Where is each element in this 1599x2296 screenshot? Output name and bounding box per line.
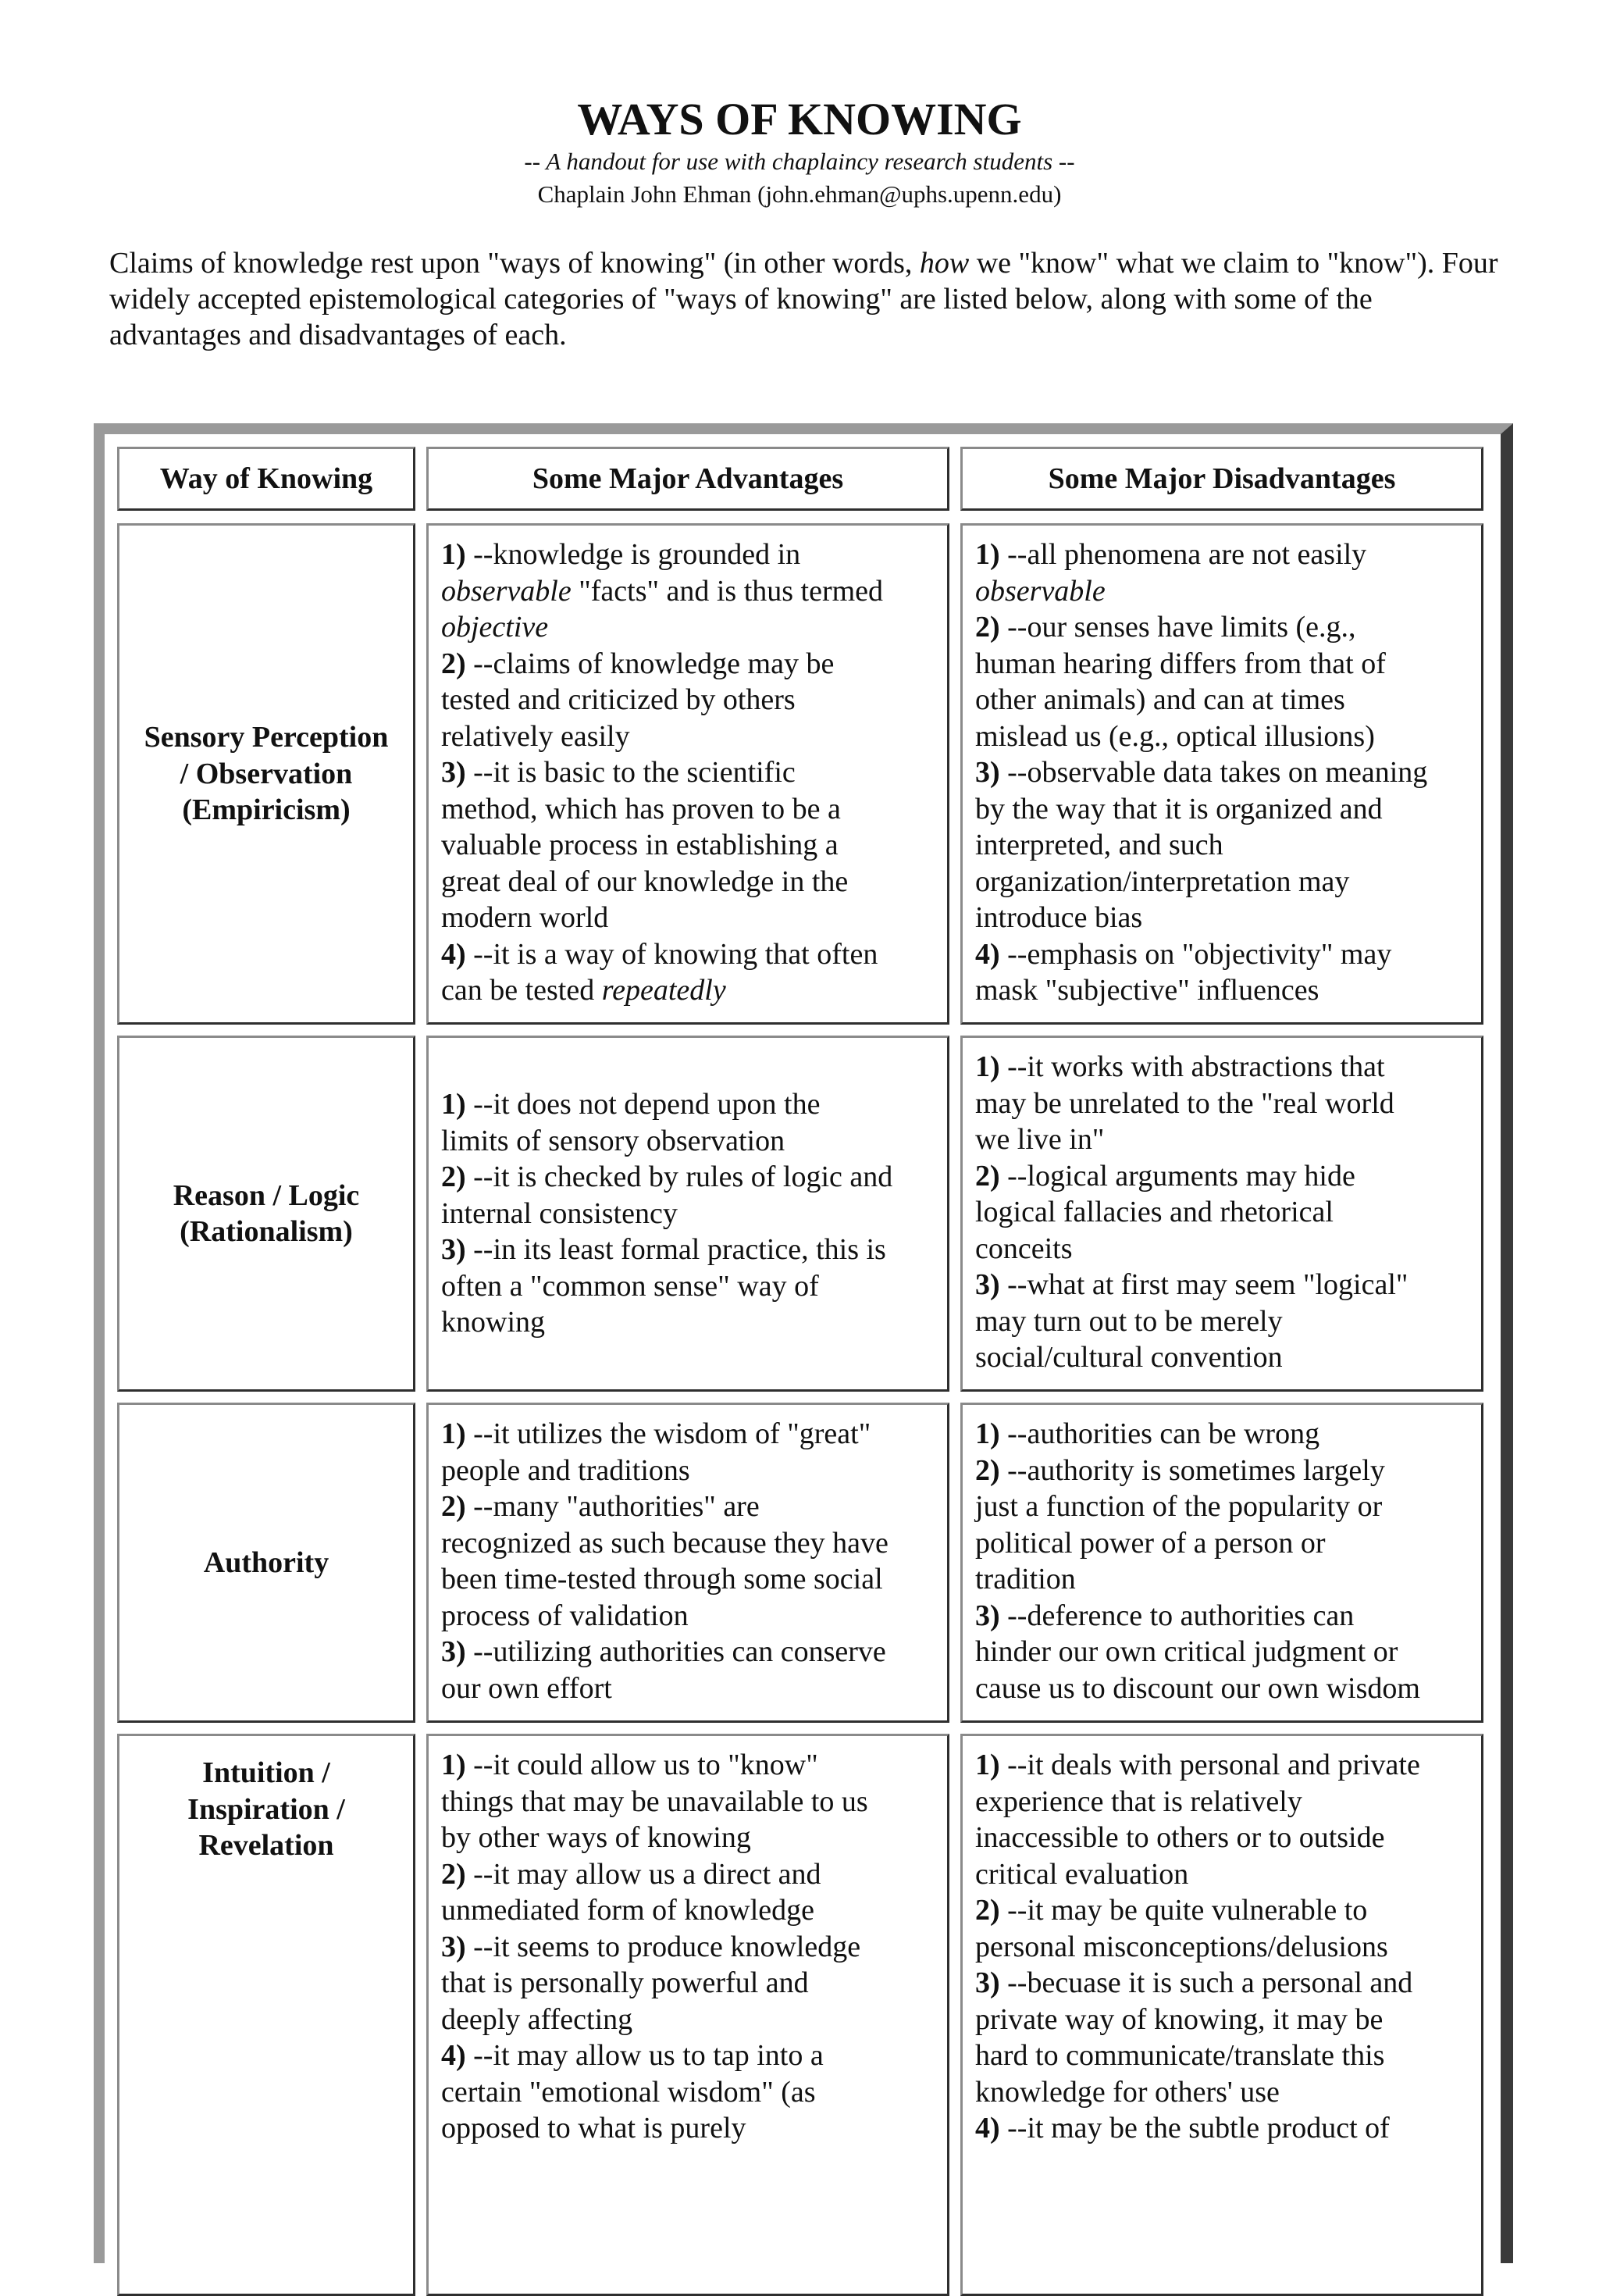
cell-line: 3) --what at first may seem "logical": [975, 1268, 1408, 1301]
intro-before: Claims of knowledge rest upon "ways of knowing" (in other words,: [109, 247, 920, 280]
cell-line: personal misconceptions/delusions: [975, 1930, 1388, 1963]
cell-line: 2) --authority is sometimes largely: [975, 1453, 1385, 1487]
cell-line: 1) --knowledge is grounded in: [441, 538, 801, 571]
cell-line: 2) --many "authorities" are: [441, 1490, 760, 1523]
cell-line: knowing: [441, 1306, 545, 1339]
disadvantages-cell-intuition: [960, 1734, 1483, 2296]
cell-line: 1) --authorities can be wrong: [975, 1417, 1320, 1450]
cell-line: organization/interpretation may: [975, 865, 1350, 898]
way-line: (Rationalism): [180, 1215, 353, 1248]
way-cell-empiricism: [117, 523, 415, 1025]
cell-line: certain "emotional wisdom" (as: [441, 2075, 816, 2109]
header-way: Way of Knowing: [117, 447, 415, 511]
cell-line: knowledge for others' use: [975, 2075, 1280, 2109]
cell-line: 2) --it may allow us a direct and: [441, 1857, 821, 1891]
cell-line: just a function of the popularity or: [975, 1490, 1383, 1523]
disadvantages-cell-empiricism: [960, 523, 1483, 1025]
cell-line: may turn out to be merely: [975, 1304, 1283, 1338]
way-line: Intuition /: [202, 1756, 330, 1789]
cell-line: method, which has proven to be a: [441, 792, 841, 825]
cell-line: inaccessible to others or to outside: [975, 1821, 1385, 1854]
cell-line: 3) --deference to authorities can: [975, 1599, 1355, 1632]
cell-line: 2) --it is checked by rules of logic and: [441, 1160, 893, 1194]
cell-line: modern world: [441, 901, 609, 934]
cell-line: experience that is relatively: [975, 1784, 1302, 1818]
cell-line: objective: [441, 611, 549, 644]
cell-line: private way of knowing, it may be: [975, 2002, 1384, 2036]
cell-line: by other ways of knowing: [441, 1821, 751, 1854]
cell-line: can be tested repeatedly: [441, 974, 726, 1007]
cell-line: 1) --it utilizes the wisdom of "great": [441, 1417, 871, 1450]
way-line: Sensory Perception: [144, 721, 389, 754]
cell-line: observable: [975, 574, 1106, 608]
cell-line: 1) --all phenomena are not easily: [975, 538, 1367, 571]
disadvantages-cell-rationalism: [960, 1036, 1483, 1392]
way-line: / Observation: [180, 757, 353, 790]
author-line: Chaplain John Ehman (john.ehman@uphs.upenn.edu): [537, 180, 1062, 208]
cell-line: social/cultural convention: [975, 1341, 1283, 1374]
way-line: Reason / Logic: [173, 1178, 360, 1212]
table-inner: [105, 434, 1501, 2263]
cell-line: that is personally powerful and: [441, 1966, 809, 1999]
cell-line: 2) --logical arguments may hide: [975, 1159, 1355, 1193]
cell-line: often a "common sense" way of: [441, 1269, 819, 1303]
cell-line: logical fallacies and rhetorical: [975, 1196, 1334, 1228]
cell-line: relatively easily: [441, 719, 630, 753]
cell-line: cause us to discount our own wisdom: [975, 1671, 1420, 1705]
cell-line: 3) --utilizing authorities can conserve: [441, 1635, 886, 1668]
advantages-cell-empiricism: [426, 523, 949, 1025]
cell-line: 3) --observable data takes on meaning: [975, 756, 1428, 789]
way-cell-intuition: [117, 1734, 415, 2296]
cell-line: 2) --our senses have limits (e.g.,: [975, 611, 1356, 644]
cell-line: 1) --it works with abstractions that: [975, 1050, 1385, 1083]
cell-line: great deal of our knowledge in the: [441, 865, 849, 898]
cell-line: valuable process in establishing a: [441, 829, 839, 861]
cell-line: 3) --it seems to produce knowledge: [441, 1930, 861, 1963]
cell-line: mask "subjective" influences: [975, 974, 1319, 1007]
intro-emphasis: how: [919, 247, 970, 280]
cell-line: tradition: [975, 1563, 1076, 1595]
cell-line: introduce bias: [975, 901, 1143, 934]
cell-line: people and traditions: [441, 1453, 690, 1487]
cell-line: by the way that it is organized and: [975, 792, 1383, 825]
advantages-cell-rationalism: [426, 1036, 949, 1392]
cell-line: 4) --it may be the subtle product of: [975, 2112, 1390, 2144]
cell-line: 1) --it could allow us to "know": [441, 1749, 818, 1781]
cell-line: 3) --in its least formal practice, this is: [441, 1233, 886, 1267]
advantages-cell-intuition: [426, 1734, 949, 2296]
cell-line: tested and criticized by others: [441, 683, 796, 716]
cell-line: mislead us (e.g., optical illusions): [975, 719, 1375, 753]
cell-line: 4) --it may allow us to tap into a: [441, 2039, 824, 2072]
header-advantages: Some Major Advantages: [426, 447, 949, 511]
cell-line: 4) --emphasis on "objectivity" may: [975, 937, 1392, 971]
cell-line: unmediated form of knowledge: [441, 1894, 815, 1927]
way-line: Revelation: [198, 1829, 334, 1862]
page-subtitle: -- A handout for use with chaplaincy research students --: [524, 148, 1075, 175]
cell-line: 2) --it may be quite vulnerable to: [975, 1894, 1368, 1927]
cell-line: 3) --becuase it is such a personal and: [975, 1966, 1413, 1999]
page-title: WAYS OF KNOWING: [577, 94, 1022, 144]
cell-line: 1) --it does not depend upon the: [441, 1088, 821, 1121]
cell-line: 1) --it deals with personal and private: [975, 1749, 1420, 1781]
cell-line: other animals) and can at times: [975, 683, 1345, 716]
intro-after: we "know" what we claim to "know"). Four widely accepted epistemological categories of "ways of knowing" are listed below, along with some of the advantages and disadvantages of each.: [109, 247, 1498, 351]
cell-line: hinder our own critical judgment or: [975, 1635, 1398, 1668]
way-line: (Empiricism): [182, 793, 351, 827]
way-cell-authority: [117, 1403, 415, 1723]
cell-line: critical evaluation: [975, 1857, 1189, 1891]
cell-line: 2) --claims of knowledge may be: [441, 647, 835, 680]
cell-line: may be unrelated to the "real world: [975, 1086, 1394, 1120]
cell-line: political power of a person or: [975, 1526, 1326, 1560]
cell-line: 3) --it is basic to the scientific: [441, 756, 796, 789]
cell-line: hard to communicate/translate this: [975, 2039, 1385, 2072]
cell-line: observable "facts" and is thus termed: [441, 574, 884, 608]
cell-line: been time-tested through some social: [441, 1563, 883, 1595]
cell-line: conceits: [975, 1232, 1073, 1265]
cell-line: 4) --it is a way of knowing that often: [441, 937, 878, 971]
cell-line: our own effort: [441, 1671, 612, 1705]
cell-line: opposed to what is purely: [441, 2112, 746, 2144]
advantages-cell-authority: [426, 1403, 949, 1723]
way-line: Inspiration /: [187, 1792, 345, 1826]
disadvantages-cell-authority: [960, 1403, 1483, 1723]
cell-line: process of validation: [441, 1599, 689, 1632]
cell-line: we live in": [975, 1123, 1105, 1156]
table-frame: [94, 423, 1513, 2263]
cell-line: things that may be unavailable to us: [441, 1784, 868, 1818]
cell-line: interpreted, and such: [975, 829, 1223, 861]
cell-line: limits of sensory observation: [441, 1124, 785, 1157]
cell-line: recognized as such because they have: [441, 1526, 889, 1560]
way-cell-rationalism: [117, 1036, 415, 1392]
way-line: Authority: [203, 1546, 329, 1579]
cell-line: deeply affecting: [441, 2002, 633, 2036]
cell-line: human hearing differs from that of: [975, 647, 1386, 680]
intro-paragraph: [109, 245, 1507, 353]
cell-line: internal consistency: [441, 1196, 678, 1230]
header-disadvantages: Some Major Disadvantages: [960, 447, 1483, 511]
